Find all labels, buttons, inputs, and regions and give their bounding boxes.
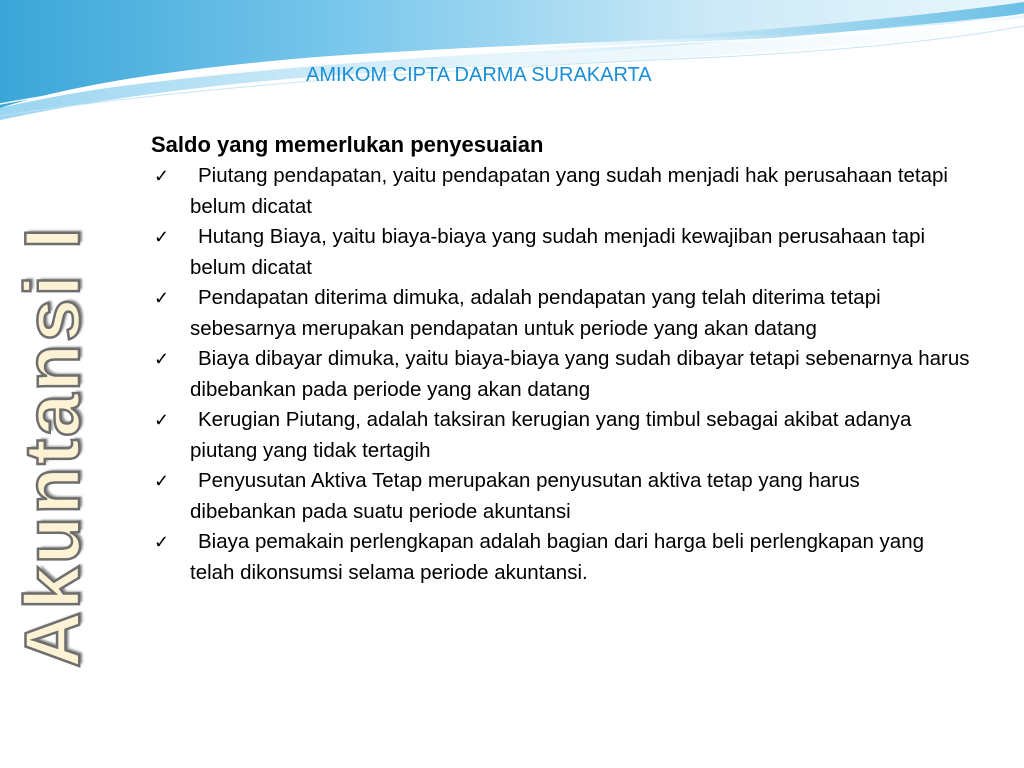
check-icon: ✓: [154, 288, 170, 308]
list-item: [151, 222, 971, 283]
list-item-text: Hutang Biaya, yaitu biaya-biaya yang sudah menjadi kewajiban perusahaan tapi belum dicatat: [190, 225, 926, 279]
check-icon: ✓: [154, 471, 170, 491]
list-item: [151, 527, 971, 588]
check-icon: ✓: [154, 410, 170, 430]
list-item: [151, 466, 971, 527]
section-heading: Saldo yang memerlukan penyesuaian: [151, 132, 544, 157]
list-item-text: Penyusutan Aktiva Tetap merupakan penyusutan aktiva tetap yang harus dibebankan pada suatu periode akuntansi: [190, 469, 860, 523]
list-item: [151, 161, 971, 222]
list-item: [151, 405, 971, 466]
slide-content: [151, 130, 971, 588]
list-item: [151, 344, 971, 405]
list-item-text: Kerugian Piutang, adalah taksiran kerugian yang timbul sebagai akibat adanya piutang yang tidak tertagih: [190, 408, 912, 462]
check-icon: ✓: [154, 166, 170, 186]
header-title: AMIKOM CIPTA DARMA SURAKARTA: [306, 64, 652, 86]
side-course-label: Akuntansi I: [8, 225, 96, 668]
adjustment-list: [151, 161, 971, 588]
check-icon: ✓: [154, 349, 170, 369]
check-icon: ✓: [154, 227, 170, 247]
list-item-text: Pendapatan diterima dimuka, adalah pendapatan yang telah diterima tetapi sebesarnya merupakan pendapatan untuk periode yang akan datang: [190, 286, 881, 340]
check-icon: ✓: [154, 532, 170, 552]
list-item-text: Biaya pemakain perlengkapan adalah bagian dari harga beli perlengkapan yang telah dikonsumsi selama periode akuntansi.: [190, 530, 925, 584]
list-item: [151, 283, 971, 344]
list-item-text: Piutang pendapatan, yaitu pendapatan yang sudah menjadi hak perusahaan tetapi belum dicatat: [190, 164, 948, 218]
list-item-text: Biaya dibayar dimuka, yaitu biaya-biaya yang sudah dibayar tetapi sebenarnya harus dibebankan pada periode yang akan datang: [190, 347, 970, 401]
